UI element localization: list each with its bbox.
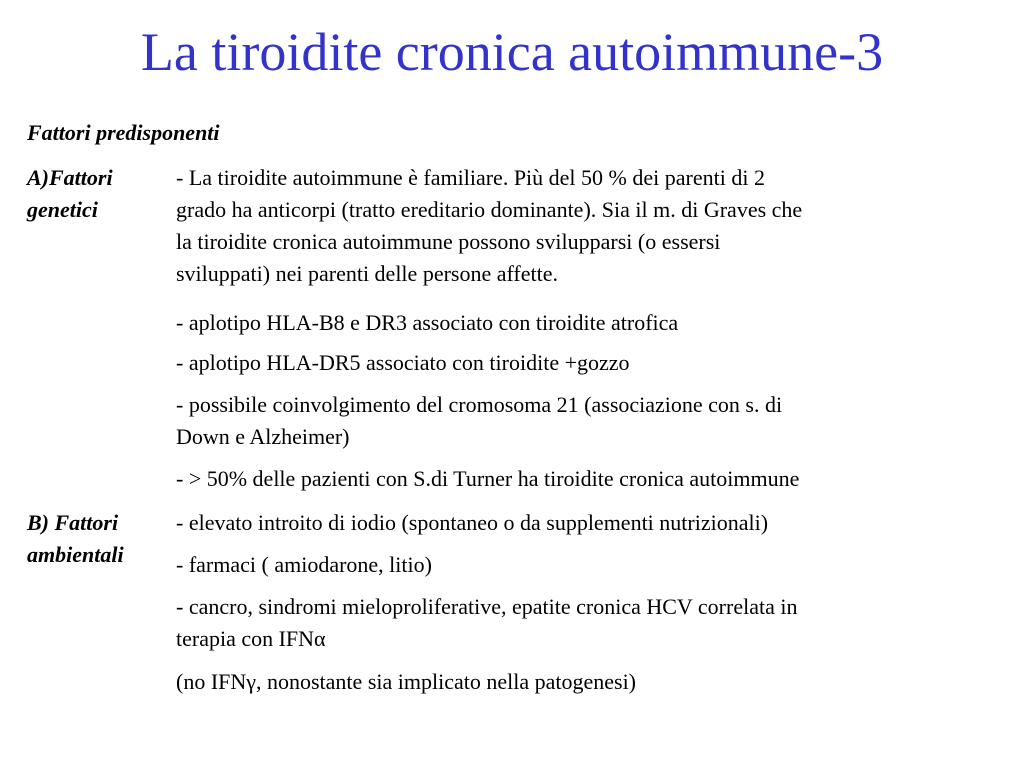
text-line: - aplotipo HLA-DR5 associato con tiroidite +gozzo: [176, 350, 630, 375]
genetic-label-line-1: A)Fattori: [27, 165, 113, 190]
text-line: - elevato introito di iodio (spontaneo o da supplementi nutrizionali): [176, 510, 769, 535]
genetic-item-hla-b8: [176, 307, 996, 339]
environmental-item-ifn-gamma: [176, 666, 996, 698]
environmental-factors-label: [27, 507, 167, 571]
genetic-factors-label: [27, 162, 167, 226]
text-line: - farmaci ( amiodarone, litio): [176, 552, 432, 577]
text-line: (no IFNγ, nonostante sia implicato nella patogenesi): [176, 669, 637, 694]
text-line: - aplotipo HLA-B8 e DR3 associato con tiroidite atrofica: [176, 310, 679, 335]
text-line: - possibile coinvolgimento del cromosoma 21 (associazione con s. di: [176, 392, 783, 417]
genetic-item-turner: [176, 463, 996, 495]
environmental-label-line-2: ambientali: [27, 542, 124, 567]
environmental-label-line-1: B) Fattori: [27, 510, 119, 535]
text-line: grado ha anticorpi (tratto ereditario dominante). Sia il m. di Graves che: [176, 197, 803, 222]
environmental-item-cancer: [176, 591, 996, 655]
text-line: - La tiroidite autoimmune è familiare. Più del 50 % dei parenti di 2: [176, 165, 765, 190]
text-line: la tiroidite cronica autoimmune possono svilupparsi (o essersi: [176, 229, 721, 254]
text-line: terapia con IFNα: [176, 626, 326, 651]
text-line: Down e Alzheimer): [176, 424, 350, 449]
slide-title: La tiroidite cronica autoimmune-3: [140, 22, 884, 82]
text-line: - cancro, sindromi mieloproliferative, epatite cronica HCV correlata in: [176, 594, 798, 619]
genetic-label-line-2: genetici: [27, 197, 98, 222]
environmental-item-drugs: [176, 549, 996, 581]
environmental-item-iodine: [176, 507, 996, 539]
section-heading: Fattori predisponenti: [27, 120, 220, 145]
genetic-item-chromosome-21: [176, 389, 996, 453]
text-line: - > 50% delle pazienti con S.di Turner ha tiroidite cronica autoimmune: [176, 466, 800, 491]
genetic-item-familiarity: [176, 162, 996, 290]
genetic-item-hla-dr5: [176, 347, 996, 379]
text-line: sviluppati) nei parenti delle persone affette.: [176, 261, 559, 286]
